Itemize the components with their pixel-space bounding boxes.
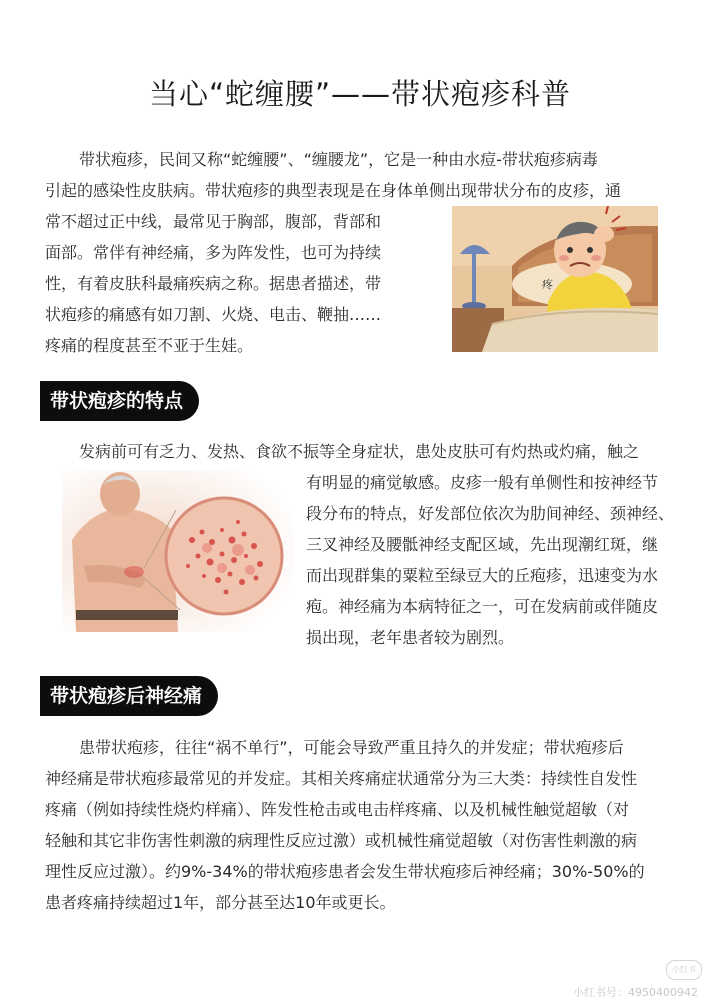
neuralgia-line: 神经痛是带状疱疹最常见的并发症。其相关疼痛症状通常分为三大类：持续性自发性 (45, 769, 638, 788)
intro-line: 带状疱疹，民间又称“蛇缠腰”、“缠腰龙”，它是一种由水痘-带状疱疹病毒 (79, 150, 598, 169)
features-line: 疱。神经痛为本病特征之一，可在发病前或伴随皮 (306, 597, 659, 616)
features-line: 三叉神经及腰骶神经支配区域，先出现潮红斑，继 (306, 535, 659, 554)
intro-line: 引起的感染性皮肤病。带状疱疹的典型表现是在身体单侧出现带状分布的皮疹，通 (45, 181, 622, 200)
features-line: 段分布的特点，好发部位依次为肋间神经、颈神经、 (306, 504, 675, 523)
page-title: 当心“蛇缠腰”——带状疱疹科普 (148, 77, 572, 111)
sick-person-illustration (452, 206, 658, 352)
pain-label: 疼 (542, 278, 553, 291)
features-paragraph (45, 436, 705, 467)
features-line: 而出现群集的粟粒至绿豆大的丘疱疹，迅速变为水 (306, 566, 659, 585)
neuralgia-line: 患带状疱疹，往往“祸不单行”，可能会导致严重且持久的并发症；带状疱疹后 (79, 738, 624, 757)
shingles-rash-illustration (62, 470, 294, 632)
section-heading-neuralgia: 带状疱疹后神经痛 (40, 676, 218, 716)
features-line: 发病前可有乏力、发热、食欲不振等全身症状，患处皮肤可有灼热或灼痛，触之 (79, 442, 640, 461)
watermark-text: 小红书号：4950400942 (573, 986, 698, 999)
features-line: 有明显的痛觉敏感。皮疹一般有单侧性和按神经节 (306, 473, 659, 492)
neuralgia-paragraph (45, 732, 705, 918)
features-paragraph-wrap (306, 467, 706, 653)
features-line: 损出现，老年患者较为剧烈。 (306, 628, 515, 647)
neuralgia-line: 疼痛（例如持续性烧灼样痛）、阵发性枪击或电击样疼痛、以及机械性触觉超敏（对 (45, 800, 630, 819)
intro-line: 面部。常伴有神经痛，多为阵发性，也可为持续 (45, 243, 382, 262)
watermark-logo: 小红书 (666, 960, 702, 980)
intro-line: 常不超过正中线，最常见于胸部，腹部，背部和 (45, 212, 382, 231)
neuralgia-line: 患者疼痛持续超过1年，部分甚至达10年或更长。 (45, 893, 396, 912)
neuralgia-line: 轻触和其它非伤害性刺激的病理性反应过激）或机械性痛觉超敏（对伤害性刺激的病 (45, 831, 638, 850)
section-heading-features: 带状疱疹的特点 (40, 381, 199, 421)
intro-line: 状疱疹的痛感有如刀割、火烧、电击、鞭抽…… (45, 305, 382, 324)
intro-line: 疼痛的程度甚至不亚于生娃。 (45, 336, 254, 355)
intro-line: 性，有着皮肤科最痛疾病之称。据患者描述，带 (45, 274, 382, 293)
neuralgia-line: 理性反应过激）。约9%-34%的带状疱疹患者会发生带状疱疹后神经痛；30%-50%的 (45, 862, 645, 881)
